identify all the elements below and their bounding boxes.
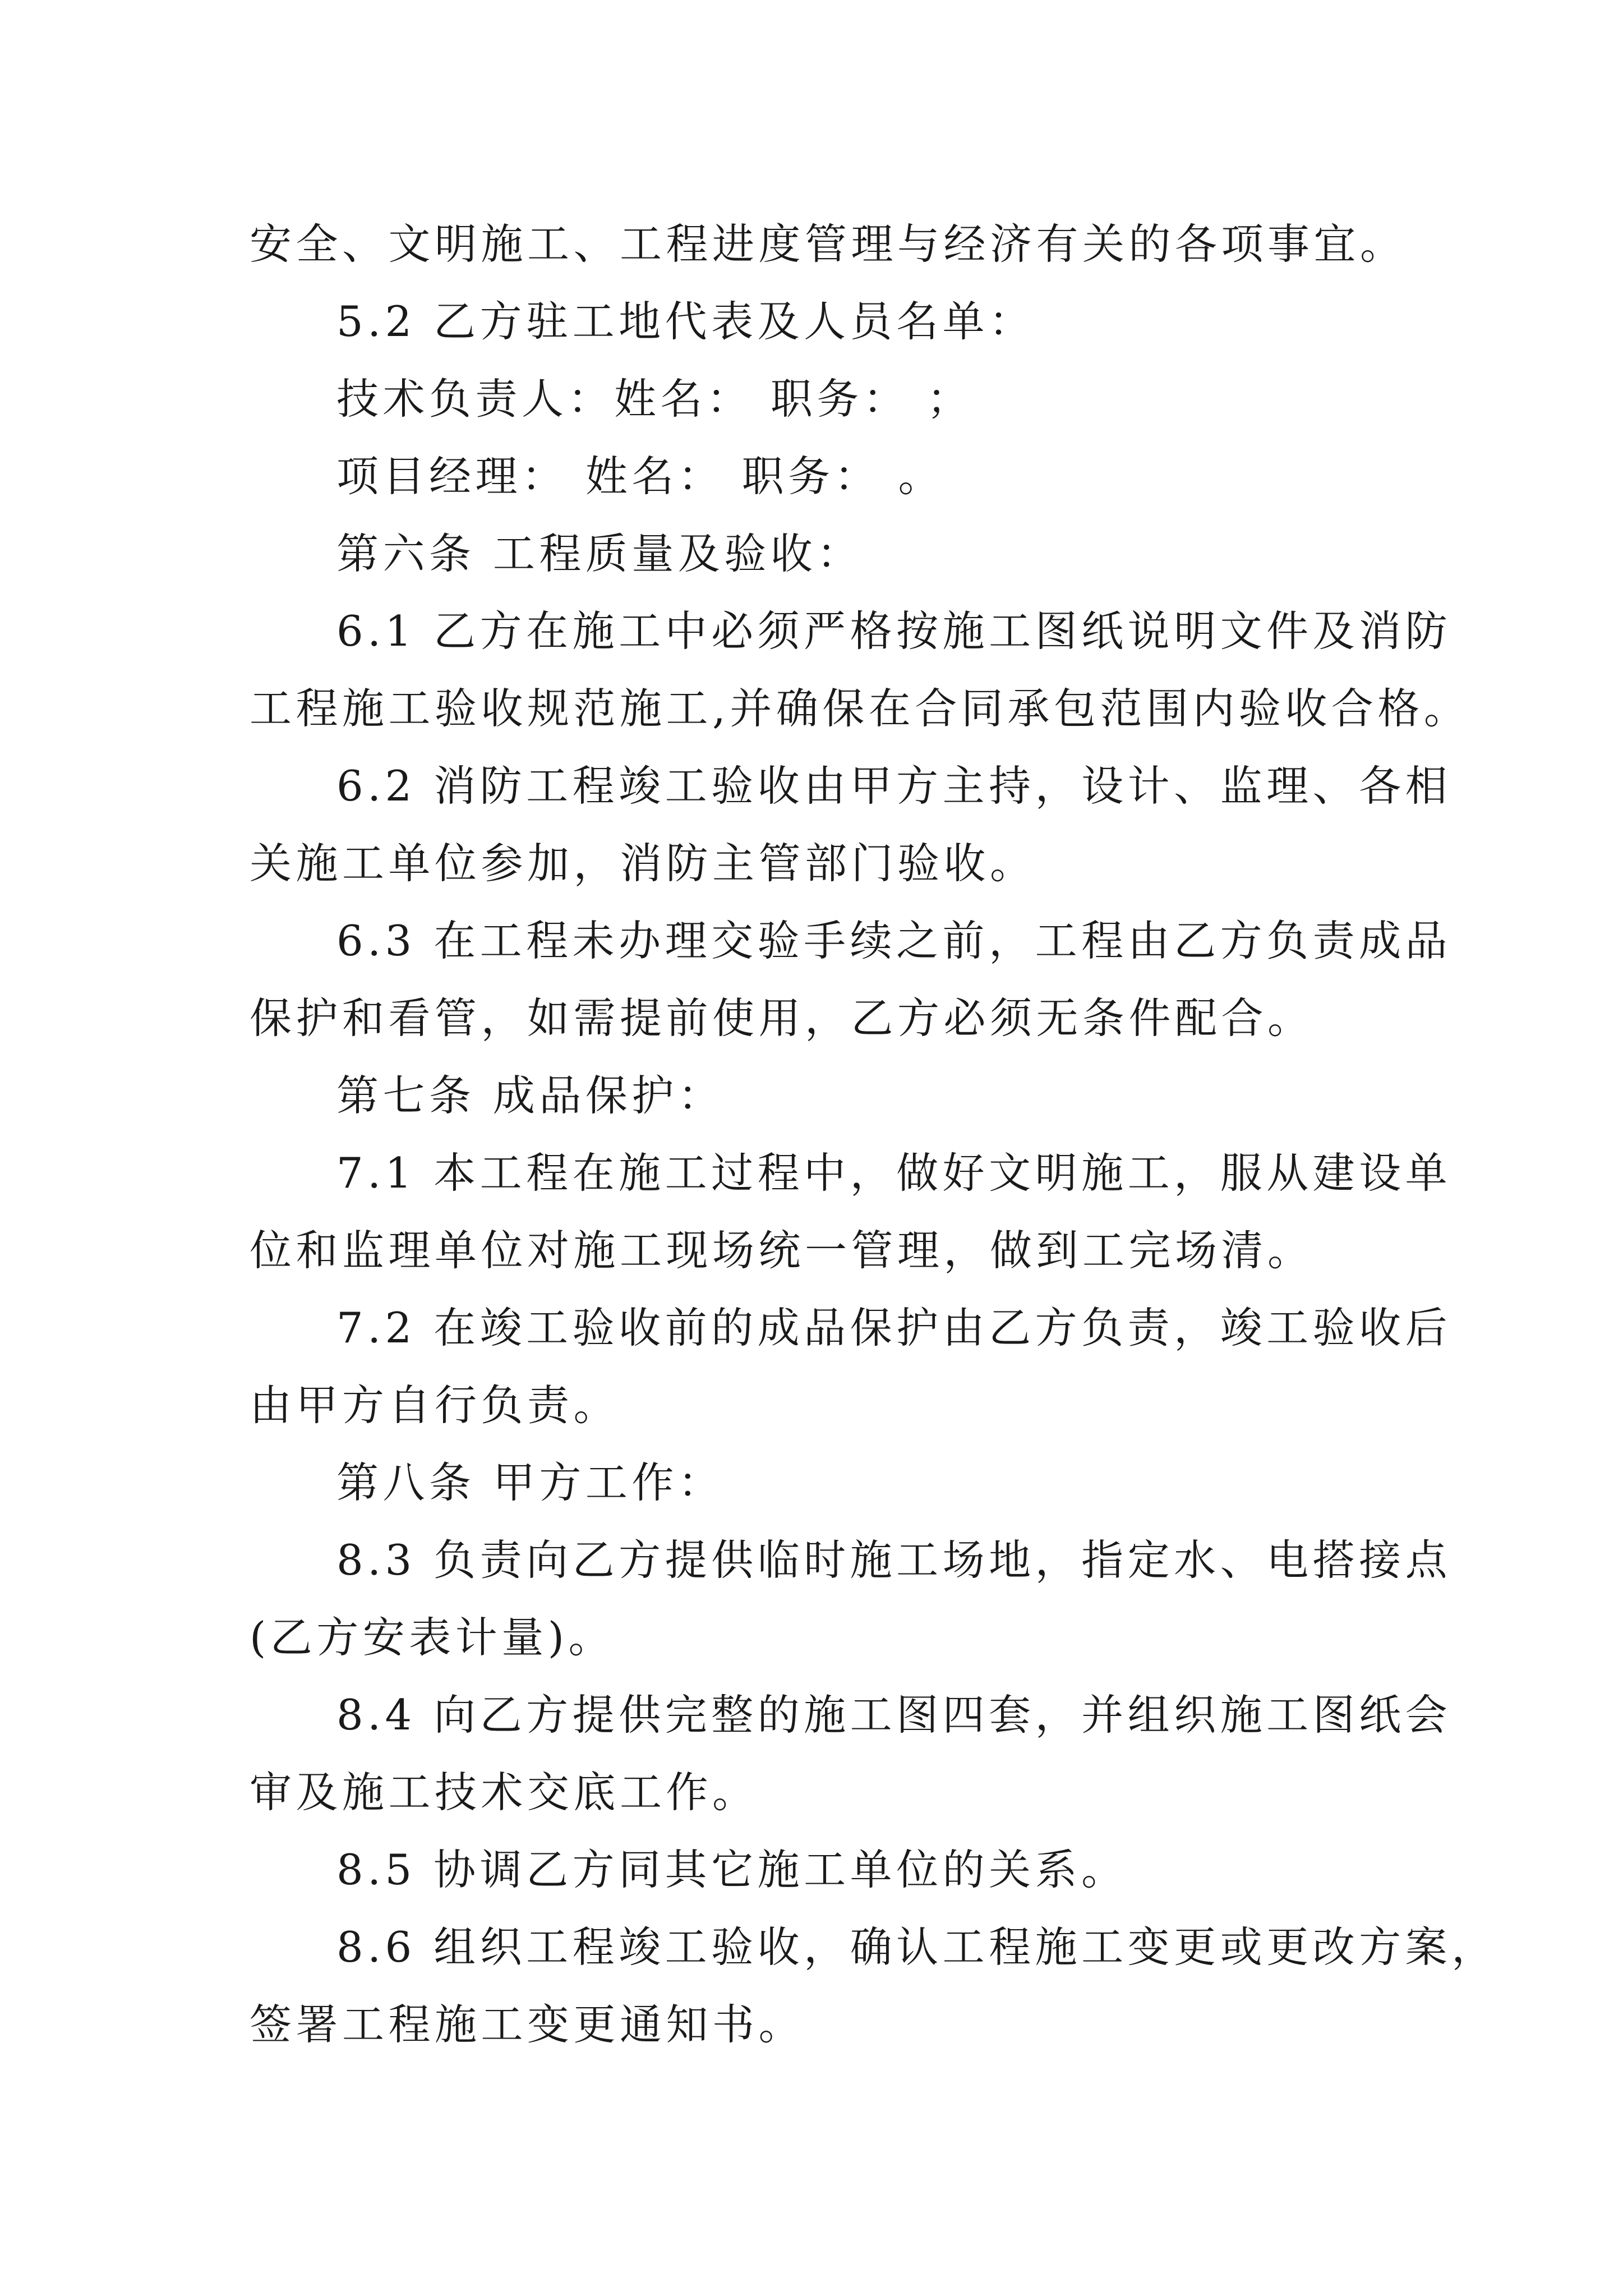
text-line: 8.6 组织工程竣工验收，确认工程施工变更或更改方案，	[336, 1922, 1498, 1972]
text-line: 签署工程施工变更通知书。	[250, 2000, 805, 2049]
text-line: 6.3 在工程未办理交验手续之前，工程由乙方负责成品	[336, 916, 1452, 965]
text-line: 审及施工技术交底工作。	[250, 1768, 759, 1817]
text-line: 关施工单位参加，消防主管部门验收。	[250, 839, 1036, 888]
text-line: 8.4 向乙方提供完整的施工图四套，并组织施工图纸会	[336, 1690, 1452, 1740]
text-line: 7.1 本工程在施工过程中，做好文明施工，服从建设单	[336, 1148, 1452, 1198]
text-line: 8.5 协调乙方同其它施工单位的关系。	[336, 1845, 1128, 1894]
text-line: 项目经理： 姓名： 职务： 。	[336, 452, 945, 501]
text-line: 保护和看管，如需提前使用，乙方必须无条件配合。	[250, 993, 1314, 1043]
text-line: 6.1 乙方在施工中必须严格按施工图纸说明文件及消防	[336, 606, 1452, 656]
text-line: 工程施工验收规范施工,并确保在合同承包范围内验收合格。	[250, 684, 1470, 733]
text-line: 技术负责人：姓名： 职务： ；	[336, 374, 974, 424]
text-line: 安全、文明施工、工程进度管理与经济有关的各项事宜。	[250, 219, 1407, 269]
text-line: (乙方安表计量)。	[250, 1613, 615, 1662]
text-line: 由甲方自行负责。	[250, 1381, 620, 1430]
section-heading: 第七条 成品保护：	[336, 1071, 725, 1120]
text-line: 位和监理单位对施工现场统一管理，做到工完场清。	[250, 1226, 1314, 1275]
text-line: 7.2 在竣工验收前的成品保护由乙方负责，竣工验收后	[336, 1303, 1452, 1352]
text-line: 6.2 消防工程竣工验收由甲方主持，设计、监理、各相	[336, 761, 1452, 811]
section-heading: 第八条 甲方工作：	[336, 1458, 725, 1507]
text-line: 8.3 负责向乙方提供临时施工场地，指定水、电搭接点	[336, 1535, 1452, 1585]
text-line: 5.2 乙方驻工地代表及人员名单：	[336, 297, 1035, 346]
section-heading: 第六条 工程质量及验收：	[336, 529, 863, 578]
